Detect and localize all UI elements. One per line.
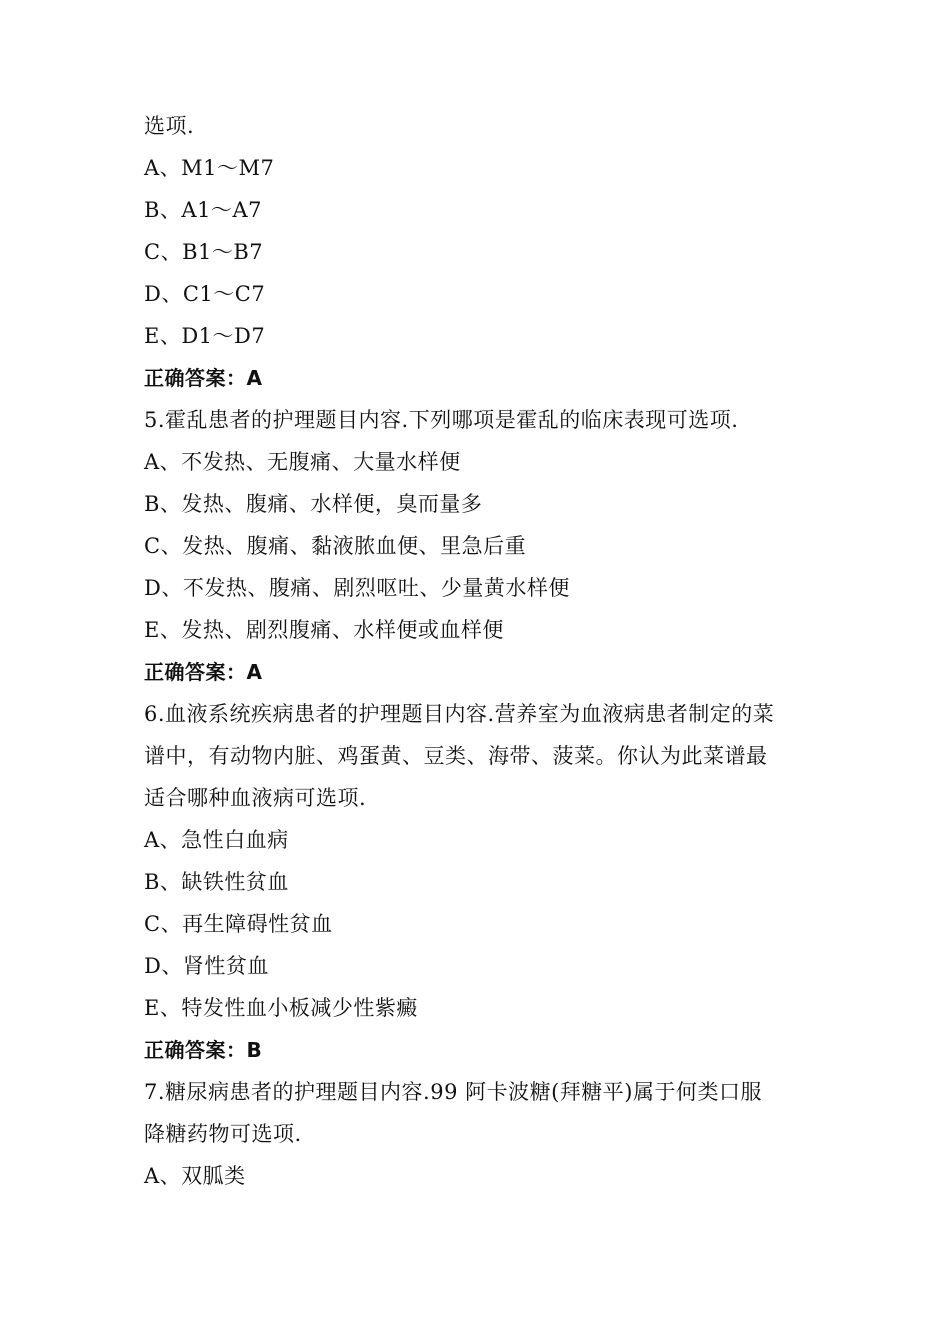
option-line: A、不发热、无腹痛、大量水样便: [144, 450, 461, 474]
option-line: D、C1～C7: [144, 282, 266, 306]
option-line: E、D1～D7: [144, 324, 266, 348]
correct-answer: 正确答案：B: [144, 1038, 263, 1062]
option-line: D、不发热、腹痛、剧烈呕吐、少量黄水样便: [144, 576, 570, 600]
option-line: A、急性白血病: [144, 828, 289, 852]
question-line: 降糖药物可选项.: [144, 1122, 302, 1146]
option-line: B、缺铁性贫血: [144, 870, 289, 894]
question-line: 6.血液系统疾病患者的护理题目内容.营养室为血液病患者制定的菜: [144, 702, 775, 726]
option-line: E、特发性血小板减少性紫癜: [144, 996, 418, 1020]
question-line: 适合哪种血液病可选项.: [144, 786, 367, 810]
question-line: 谱中，有动物内脏、鸡蛋黄、豆类、海带、菠菜。你认为此菜谱最: [144, 744, 768, 768]
correct-answer: 正确答案：A: [144, 660, 263, 684]
question-line: 7.糖尿病患者的护理题目内容.99 阿卡波糖(拜糖平)属于何类口服: [144, 1080, 762, 1104]
option-line: A、双胍类: [144, 1164, 246, 1188]
option-line: B、发热、腹痛、水样便，臭而量多: [144, 492, 483, 516]
text-line: 选项.: [144, 114, 195, 138]
option-line: D、肾性贫血: [144, 954, 269, 978]
option-line: C、再生障碍性贫血: [144, 912, 333, 936]
option-line: C、B1～B7: [144, 240, 264, 264]
option-line: A、M1～M7: [144, 156, 275, 180]
question-line: 5.霍乱患者的护理题目内容.下列哪项是霍乱的临床表现可选项.: [144, 408, 739, 432]
option-line: E、发热、剧烈腹痛、水样便或血样便: [144, 618, 504, 642]
correct-answer: 正确答案：A: [144, 366, 263, 390]
option-line: B、A1～A7: [144, 198, 262, 222]
option-line: C、发热、腹痛、黏液脓血便、里急后重: [144, 534, 527, 558]
